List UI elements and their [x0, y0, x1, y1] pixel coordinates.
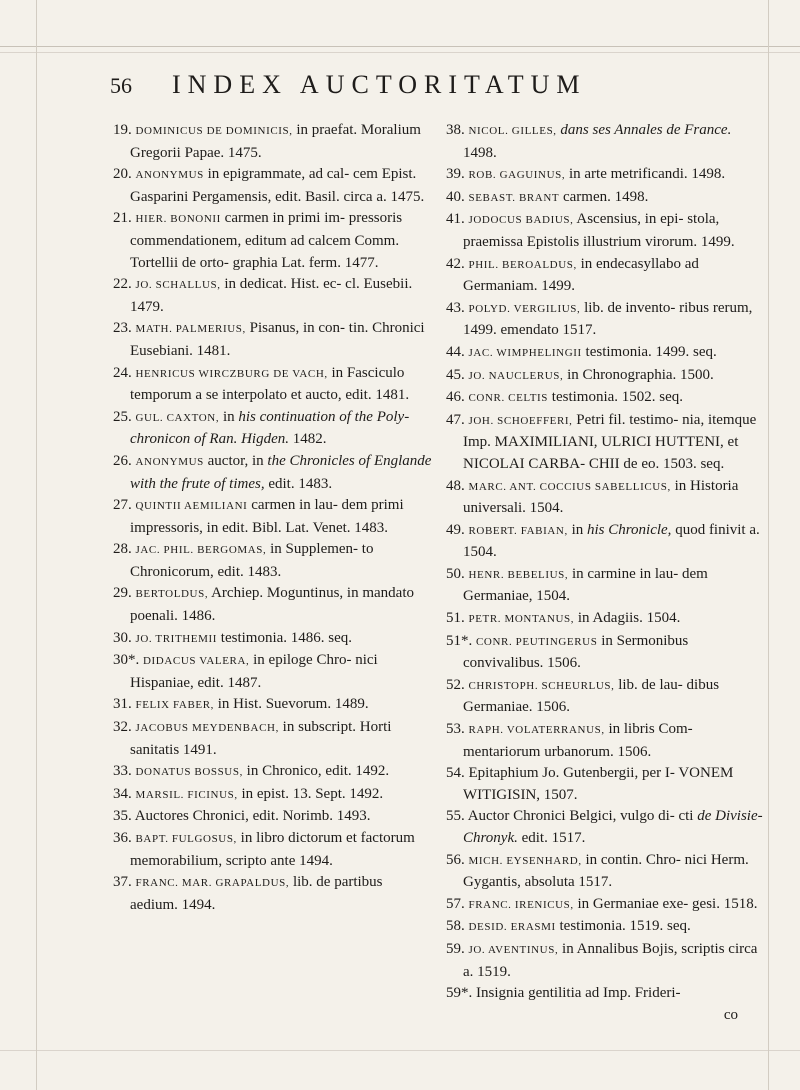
entry-number: 33.: [113, 763, 136, 780]
entry-text: Insignia gentilitia ad Imp. Frideri-: [476, 985, 681, 1002]
entry-text: in subscript. Horti sanitatis 1491.: [130, 719, 392, 758]
entry-number: 23.: [113, 320, 136, 337]
entry-text: in epist. 13. Sept. 1492.: [237, 785, 384, 802]
entry-number: 19.: [113, 122, 136, 138]
entry-number: 36.: [113, 830, 136, 846]
entry-text: in Historia universali. 1504.: [463, 477, 739, 517]
entry-text: in Chronographia. 1500.: [563, 366, 714, 383]
entry-text: testimonia. 1519. seq.: [555, 918, 691, 935]
index-entry: [113, 761, 433, 784]
author-name: BAPT. FULGOSUS,: [135, 833, 237, 845]
entry-number: 22.: [113, 276, 136, 293]
author-name: FRANC. IRENICUS,: [468, 898, 574, 911]
author-name: ROB. GAGUINUS,: [468, 169, 566, 182]
entry-text: Pisanus, in con- tin. Chronici Eusebiani. 1481.: [130, 320, 425, 359]
author-name: ROBERT. FABIAN,: [468, 524, 568, 537]
index-entry: [113, 784, 433, 807]
index-entry: [113, 628, 433, 651]
entry-text: in carmine in lau- dem Germaniae, 1504.: [463, 565, 708, 605]
entry-text: auctor, in: [203, 452, 268, 469]
page-title: INDEX AUCTORITATUM: [172, 70, 587, 99]
author-name: PETR. MONTANUS,: [468, 613, 575, 626]
author-name: JOH. SCHOEFFERI,: [468, 414, 573, 427]
entry-text: in libris Com- mentariorum urbanorum. 1506.: [463, 721, 693, 760]
index-entry: [446, 209, 766, 253]
bleed-rule: [0, 52, 800, 53]
author-name: RAPH. VOLATERRANUS,: [468, 724, 605, 737]
index-entry: [113, 539, 433, 583]
entry-number: 31.: [113, 696, 136, 713]
entry-text: in: [567, 521, 587, 538]
entry-text: in: [219, 408, 239, 425]
bleed-vrule: [768, 0, 769, 1090]
entry-number: 30*.: [113, 652, 143, 669]
entry-text: in Chronico, edit. 1492.: [242, 763, 390, 780]
author-name: DIDACUS VALERA,: [143, 655, 250, 668]
entry-number: 34.: [113, 785, 136, 802]
entry-text: in praefat. Moralium Gregorii Papae. 1475.: [130, 122, 421, 161]
author-name: HIER. BONONII: [135, 213, 221, 226]
index-entry: [113, 806, 433, 828]
entry-text: in Sermonibus convivalibus. 1506.: [463, 632, 689, 672]
index-entry: [446, 983, 766, 1005]
entry-text: Ascensius, in epi- stola, praemissa Epistolis illustrium virorum. 1499.: [463, 211, 735, 250]
index-entry: [113, 274, 433, 318]
entry-number: 29.: [113, 585, 136, 602]
entry-text: carmen in primi im- pressoris commendationem, editum ad calcem Comm. Tortellii de orto- graphia Lat. ferm. 1477.: [130, 210, 403, 271]
entry-number: 47.: [446, 411, 469, 428]
author-name: JAC. PHIL. BERGOMAS,: [135, 544, 267, 557]
author-name: FRANC. MAR. GRAPALDUS,: [135, 877, 290, 890]
entry-text: in Fasciculo temporum a se interpolato et aucto, edit. 1481.: [130, 364, 410, 404]
index-entry: [446, 916, 766, 939]
catchword: co: [723, 1006, 738, 1023]
entry-number: 57.: [446, 895, 469, 912]
page-number: 56: [110, 73, 132, 98]
index-entry: [446, 120, 766, 164]
entry-number: 55.: [446, 808, 468, 825]
index-entry: [113, 717, 433, 761]
index-entry: [446, 254, 766, 298]
entry-text: in Germaniae exe- gesi. 1518.: [573, 895, 758, 912]
index-entry: [113, 451, 433, 495]
entry-text: carmen. 1498.: [559, 188, 649, 205]
author-name: HENRICUS WIRCZBURG DE VACH,: [135, 367, 328, 380]
entry-number: 30.: [113, 629, 136, 646]
index-entry: [113, 208, 433, 274]
entry-text: in epiloge Chro- nici Hispaniae, edit. 1487.: [130, 652, 378, 691]
entry-number: 20.: [113, 166, 136, 183]
entry-number: 51.: [446, 610, 469, 627]
entry-text: in Supplemen- to Chronicorum, edit. 1483.: [130, 541, 374, 580]
author-name: MARC. ANT. COCCIUS SABELLICUS,: [468, 480, 671, 493]
entry-number: 58.: [446, 918, 469, 935]
author-name: SEBAST. BRANT: [468, 191, 560, 204]
index-entry: [113, 694, 433, 717]
index-entry: [446, 850, 766, 894]
index-entry: [113, 650, 433, 694]
author-name: MICH. EYSENHARD,: [468, 854, 582, 867]
index-entry: [446, 164, 766, 187]
entry-number: 42.: [446, 255, 469, 272]
entry-text: lib. de lau- dibus Germaniae. 1506.: [463, 676, 720, 716]
index-entry: [113, 164, 433, 208]
index-entry: [446, 763, 766, 806]
entry-number: 46.: [446, 389, 469, 406]
index-entry: [446, 342, 766, 365]
entry-number: 59*.: [446, 985, 476, 1002]
author-name: CONR. CELTIS: [468, 392, 549, 405]
entry-number: 41.: [446, 211, 469, 228]
entry-text: lib. de partibus aedium. 1494.: [130, 874, 383, 913]
entry-number: 48.: [446, 477, 469, 494]
bleed-rule: [0, 46, 800, 47]
entry-tail: quod finivit a. 1504.: [463, 521, 760, 561]
bleed-rule: [0, 1050, 800, 1051]
entry-number: 49.: [446, 521, 469, 538]
entry-text: carmen in lau- dem primi impressoris, in edit. Bibl. Lat. Venet. 1483.: [130, 497, 404, 536]
index-entry: [113, 318, 433, 362]
author-name: CONR. PEUTINGERUS: [476, 635, 598, 648]
entry-text: Epitaphium Jo. Gutenbergii, per I- VONEM WITIGISIN, 1507.: [463, 765, 734, 803]
author-name: FELIX FABER,: [135, 699, 215, 712]
index-entry: [113, 872, 433, 916]
entry-text: in Adagiis. 1504.: [574, 610, 681, 627]
index-entry: [446, 806, 766, 849]
entry-text: lib. de invento- ribus rerum, 1499. emendato 1517.: [463, 299, 753, 339]
entry-number: 38.: [446, 122, 469, 138]
entry-text: Auctores Chronici, edit. Norimb. 1493.: [134, 808, 371, 825]
entry-italic: his Chronicle,: [586, 521, 672, 538]
entry-tail: 1482.: [289, 431, 327, 448]
entry-tail: edit. 1483.: [264, 475, 333, 492]
author-name: MATH. PALMERIUS,: [135, 323, 246, 336]
index-entry: [446, 631, 766, 675]
author-name: DONATUS BOSSUS,: [135, 766, 243, 779]
entry-number: 43.: [446, 299, 469, 316]
author-name: NICOL. GILLES,: [468, 125, 557, 137]
entry-number: 44.: [446, 343, 469, 360]
entry-text: in arte metrificandi. 1498.: [565, 166, 726, 183]
author-name: JO. SCHALLUS,: [135, 279, 221, 292]
right-column: [446, 120, 766, 1026]
index-entry: [113, 120, 433, 164]
index-entry: [446, 520, 766, 564]
author-name: JACOBUS MEYDENBACH,: [135, 722, 279, 735]
entry-number: 32.: [113, 719, 136, 736]
entry-number: 35.: [113, 808, 135, 825]
index-entry: [113, 363, 433, 407]
entry-number: 25.: [113, 408, 136, 425]
entry-number: 59.: [446, 940, 469, 957]
entry-text: in dedicat. Hist. ec- cl. Eusebii. 1479.: [130, 276, 413, 315]
author-name: JODOCUS BADIUS,: [468, 214, 574, 227]
entry-number: 26.: [113, 452, 136, 469]
index-entry: [446, 939, 766, 983]
index-entry: [446, 608, 766, 631]
author-name: PHIL. BEROALDUS,: [468, 258, 577, 271]
author-name: MARSIL. FICINUS,: [135, 788, 238, 801]
index-entry: [446, 719, 766, 763]
author-name: ANONYMUS: [135, 455, 204, 468]
author-name: JO. NAUCLERUS,: [468, 369, 564, 382]
bleed-vrule: [36, 0, 37, 1090]
entry-text: in epigrammate, ad cal- cem Epist. Gasparini Pergamensis, edit. Basil. circa a. 1475.: [130, 166, 425, 205]
entry-number: 39.: [446, 166, 469, 183]
index-entry: [446, 365, 766, 388]
entry-text: Petri fil. testimo- nia, itemque Imp. MAXIMILIANI, ULRICI HUTTENI, et NICOLAI CARBA- CHII de eo. 1503. seq.: [463, 411, 757, 472]
entry-text: in endecasyllabo ad Germaniam. 1499.: [463, 255, 699, 295]
index-entry: [446, 564, 766, 608]
running-header: [110, 70, 730, 110]
author-name: HENR. BEBELIUS,: [468, 568, 569, 581]
index-entry: [446, 298, 766, 342]
entry-text: testimonia. 1499. seq.: [581, 343, 717, 360]
index-entry: [446, 187, 766, 210]
entry-text: testimonia. 1502. seq.: [548, 389, 684, 406]
index-entry: [446, 410, 766, 476]
author-name: JAC. WIMPHELINGII: [468, 346, 582, 359]
author-name: ANONYMUS: [135, 169, 204, 182]
entry-number: 21.: [113, 210, 136, 227]
entry-text: Auctor Chronici Belgici, vulgo di- cti: [467, 808, 698, 825]
entry-number: 24.: [113, 364, 136, 381]
entry-number: 54.: [446, 765, 469, 782]
entry-number: 45.: [446, 366, 469, 383]
entry-text: testimonia. 1486. seq.: [217, 629, 353, 646]
entry-italic: the Chronicles of Englande with the frute of times,: [130, 452, 432, 492]
author-name: BERTOLDUS,: [135, 588, 209, 601]
entry-italic: de Divisie-Chronyk.: [463, 808, 763, 846]
entry-number: 56.: [446, 851, 469, 868]
index-entry: [446, 894, 766, 917]
author-name: POLYD. VERGILIUS,: [468, 302, 581, 315]
entry-number: 27.: [113, 497, 136, 514]
entry-text: in contin. Chro- nici Herm. Gygantis, absoluta 1517.: [463, 851, 749, 891]
index-entry: [113, 583, 433, 627]
entry-italic: his continuation of the Poly-chronicon of Ran. Higden.: [130, 408, 410, 448]
author-name: JO. AVENTINUS,: [468, 943, 559, 956]
entry-text: Archiep. Moguntinus, in mandato poenali. 1486.: [130, 585, 414, 625]
entry-tail: edit. 1517.: [517, 830, 586, 846]
entry-tail: 1498.: [463, 144, 497, 161]
index-entry: [113, 495, 433, 539]
entry-number: 28.: [113, 541, 136, 558]
author-name: DESID. ERASMI: [468, 921, 556, 934]
index-entry: [113, 828, 433, 872]
entry-text: in Annalibus Bojis, scriptis circa a. 1519.: [463, 940, 758, 980]
author-name: QUINTII AEMILIANI: [135, 500, 248, 513]
entry-number: 53.: [446, 721, 469, 738]
entry-number: 51*.: [446, 632, 476, 649]
author-name: JO. TRITHEMII: [135, 632, 218, 645]
left-column: [113, 120, 433, 916]
index-entry: [113, 407, 433, 451]
entry-italic: dans ses Annales de France.: [560, 122, 732, 138]
entry-number: 50.: [446, 565, 469, 582]
index-entry: [446, 675, 766, 719]
index-entry: [446, 476, 766, 520]
author-name: GUL. CAXTON,: [135, 411, 220, 424]
entry-number: 37.: [113, 874, 136, 891]
entry-text: in libro dictorum et factorum memorabilium, scripto ante 1494.: [130, 830, 415, 869]
entry-text: in Hist. Suevorum. 1489.: [214, 696, 369, 713]
entry-number: 40.: [446, 188, 469, 205]
author-name: CHRISTOPH. SCHEURLUS,: [468, 679, 615, 692]
entry-number: 52.: [446, 676, 469, 693]
author-name: DOMINICUS DE DOMINICIS,: [135, 125, 293, 137]
index-entry: [446, 387, 766, 410]
